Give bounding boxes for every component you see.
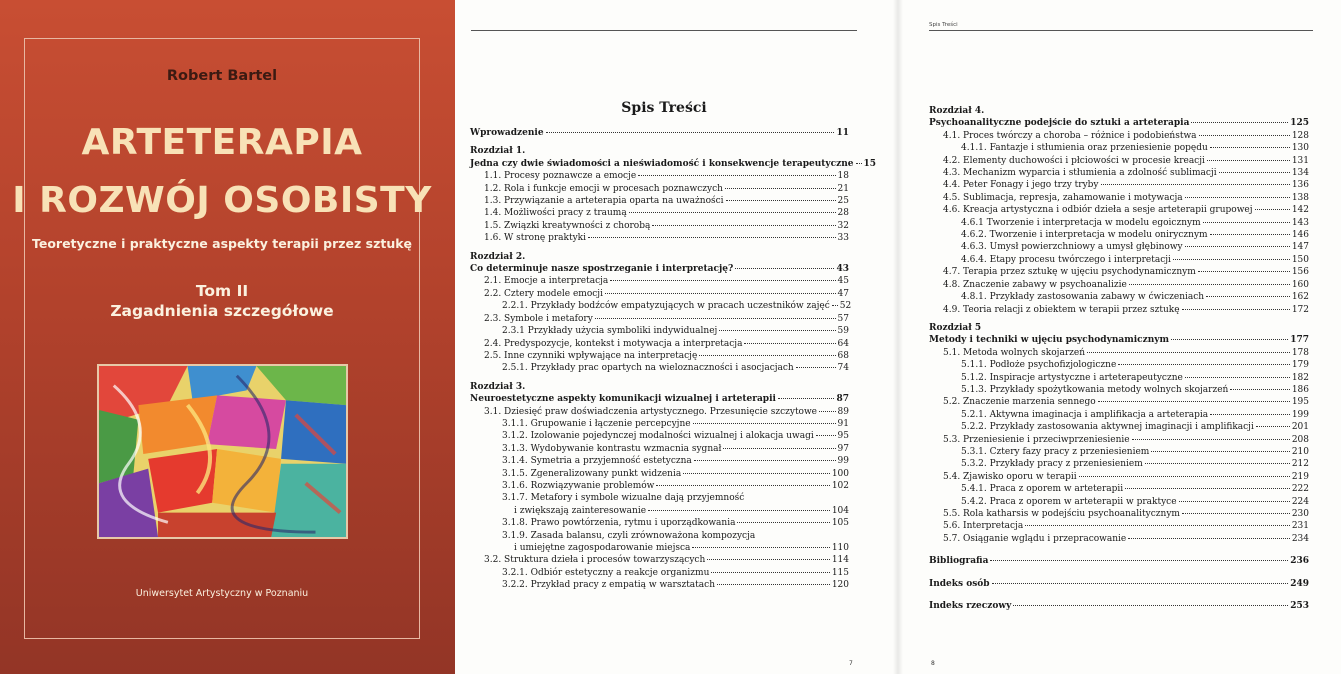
toc-entry: 4.2. Elementy duchowości i płciowości w procesie kreacji 131	[943, 155, 1309, 166]
toc-entry: 4.6.1 Tworzenie i interpretacja w modelu egoicznym 143	[961, 217, 1309, 228]
toc-entry: 2.4. Predyspozycje, kontekst i motywacja a interpretacja 64	[484, 338, 849, 349]
book-gutter	[893, 0, 903, 674]
toc-entry: 5.1.3. Przykłady spożytkowania metody wolnych skojarzeń 186	[961, 384, 1309, 395]
toc-entry: 4.8.1. Przykłady zastosowania zabawy w ćwiczeniach 162	[961, 292, 1309, 303]
toc-entry: 5.3.1. Cztery fazy pracy z przeniesieniem 210	[961, 446, 1309, 457]
page-number: 8	[931, 660, 935, 667]
cover-title-line2: I ROZWÓJ OSOBISTY	[12, 180, 432, 221]
chapter-label: Rozdział 1.	[470, 146, 526, 157]
toc-entry: 1.5. Związki kreatywności z chorobą 32	[484, 220, 849, 231]
header-rule	[929, 30, 1313, 31]
toc-entry: 1.6. W stronę praktyki 33	[484, 233, 849, 244]
toc-left-column	[470, 127, 877, 592]
chapter-title: Metody i techniki w ujęciu psychodynamicznym 177	[929, 335, 1309, 346]
toc-entry-line: 3.1.9. Zasada balansu, czyli zrównoważona kompozycja	[502, 530, 756, 541]
page-8	[897, 0, 1341, 674]
toc-entry-line: 3.1.7. Metafory i symbole wizualne dają przyjemność	[502, 493, 745, 504]
toc-entry: 5.2.1. Aktywna imaginacja i amplifikacja a arteterapia 199	[961, 409, 1309, 420]
toc-entry: 3.1.1. Grupowanie i łączenie percepcyjne 91	[502, 418, 849, 429]
toc-entry: 2.1. Emocje a interpretacja 45	[484, 276, 849, 287]
toc-entry: 5.4.1. Praca z oporem w arteterapii 222	[961, 484, 1309, 495]
toc-entry: 5.5. Rola katharsis w podejściu psychoanalitycznym 230	[943, 509, 1309, 519]
chapter-label: Rozdział 5	[929, 322, 982, 333]
toc-entry-index-persons: Indeks osób 249	[929, 578, 1309, 589]
cover-volume: Tom II	[195, 282, 249, 300]
toc-entry: 2.2. Cztery modele emocji 47	[484, 288, 849, 299]
chapter-title: Co determinuje nasze spostrzeganie i interpretację? 43	[470, 264, 849, 275]
toc-entry: 4.1.1. Fantazje i stłumienia oraz przeniesienie popędu 130	[961, 143, 1309, 154]
page-number: 7	[849, 660, 853, 667]
toc-entry: 5.1. Metoda wolnych skojarzeń 178	[943, 347, 1309, 358]
cover-painting	[97, 364, 348, 539]
toc-entry: 4.1. Proces twórczy a choroba – różnice i podobieństwa 128	[943, 130, 1309, 141]
toc-entry: 5.2.2. Przykłady zastosowania aktywnej imaginacji i amplifikacji 201	[961, 422, 1309, 433]
toc-entry: 3.2. Struktura dzieła i procesów towarzyszących 114	[484, 555, 849, 566]
toc-entry: 5.4.2. Praca z oporem w arteterapii w praktyce 224	[961, 496, 1309, 507]
toc-entry: 3.1.8. Prawo powtórzenia, rytmu i uporządkowania 105	[502, 518, 849, 529]
toc-entry: 4.5. Sublimacja, represja, zahamowanie i motywacja 138	[943, 192, 1309, 203]
toc-entry: 2.3. Symbole i metafory 57	[484, 313, 849, 324]
toc-entry: 4.8. Znaczenie zabawy w psychoanalizie 160	[943, 279, 1309, 290]
toc-entry: 5.4. Zjawisko oporu w terapii 219	[943, 471, 1309, 482]
book-cover	[0, 0, 455, 674]
toc-entry: 3.2.2. Przykład pracy z empatią w warsztatach 120	[502, 580, 849, 591]
toc-entry: Wprowadzenie 11	[470, 128, 849, 138]
header-rule	[471, 30, 857, 31]
toc-entry: 5.7. Osiąganie wglądu i przepracowanie 234	[943, 533, 1309, 544]
toc-entry: 1.2. Rola i funkcje emocji w procesach poznawczych 21	[484, 183, 849, 194]
toc-entry: 4.6.2. Tworzenie i interpretacja w modelu onirycznym 146	[961, 230, 1309, 241]
chapter-title: Neuroestetyczne aspekty komunikacji wizualnej i arteterapii 87	[470, 394, 849, 405]
chapter-label: Rozdział 3.	[470, 381, 526, 392]
cover-publisher: Uniwersytet Artystyczny w Poznaniu	[135, 588, 309, 599]
chapter-label: Rozdział 2.	[470, 251, 526, 262]
toc-entry: 3.2.1. Odbiór estetyczny a reakcje organizmu 115	[502, 567, 849, 578]
toc-entry: 5.2. Znaczenie marzenia sennego 195	[943, 397, 1309, 408]
running-head: Spis Treści	[929, 22, 958, 28]
toc-entry: 1.3. Przywiązanie a arteterapia oparta na uważności 25	[484, 196, 849, 207]
toc-entry: 4.9. Teoria relacji z obiektem w terapii przez sztukę 172	[943, 304, 1309, 315]
toc-entry: 3.1.4. Symetria a przyjemność estetyczna 99	[502, 456, 849, 467]
toc-entry: 2.5.1. Przykłady prac opartych na wieloznaczności i asocjacjach 74	[502, 363, 849, 374]
toc-entry: 4.4. Peter Fonagy i jego trzy tryby 136	[943, 180, 1309, 191]
toc-entry: 1.4. Możliwości pracy z traumą 28	[484, 208, 849, 219]
toc-entry-index-subjects: Indeks rzeczowy 253	[929, 601, 1309, 612]
cover-author: Robert Bartel	[166, 68, 278, 84]
toc-entry: 5.3. Przeniesienie i przeciwprzeniesienie 208	[943, 434, 1309, 445]
toc-entry: 2.3.1 Przykłady użycia symboliki indywidualnej 59	[502, 326, 849, 337]
toc-entry-bibliography: Bibliografia 236	[929, 556, 1309, 567]
toc-entry: 5.3.2. Przykłady pracy z przeniesieniem 212	[961, 459, 1309, 470]
chapter-title: Jedna czy dwie świadomości a nieświadomość i konsekwencje terapeutyczne 15	[470, 158, 877, 169]
toc-entry: 3.1. Dziesięć praw doświadczenia artystycznego. Przesunięcie szczytowe 89	[484, 406, 849, 417]
cover-title-line1: ARTETERAPIA	[81, 122, 363, 163]
toc-entry: 5.1.2. Inspiracje artystyczne i arteterapeutyczne 182	[961, 372, 1309, 383]
toc-entry: 3.1.6. Rozwiązywanie problemów 102	[502, 480, 849, 491]
toc-entry: 5.6. Interpretacja 231	[943, 521, 1309, 532]
page-7	[455, 0, 897, 674]
toc-entry: i umiejętne zagospodarowanie miejsca 110	[514, 543, 849, 553]
toc-entry: 1.1. Procesy poznawcze a emocje 18	[484, 171, 849, 182]
chapter-label: Rozdział 4.	[929, 106, 985, 116]
toc-entry: 2.2.1. Przykłady bodźców empatyzujących w pracach uczestników zajęć 52	[502, 301, 852, 312]
toc-entry: 4.6.4. Etapy procesu twórczego i interpretacji 150	[961, 254, 1309, 265]
toc-entry: 2.5. Inne czynniki wpływające na interpretację 68	[484, 350, 849, 361]
toc-entry: 4.6.3. Umysł powierzchniowy a umysł głębinowy 147	[961, 242, 1309, 253]
chapter-title: Psychoanalityczne podejście do sztuki a arteterapia 125	[929, 118, 1309, 129]
toc-entry: 4.3. Mechanizm wyparcia i stłumienia a zdolność sublimacji 134	[943, 168, 1309, 179]
cover-subtitle: Teoretyczne i praktyczne aspekty terapii przez sztukę	[31, 236, 413, 251]
toc-entry: 4.6. Kreacja artystyczna i odbiór dzieła a sesje arteterapii grupowej 142	[943, 205, 1309, 216]
toc-entry: 3.1.2. Izolowanie pojedynczej modalności wizualnej i alokacja uwagi 95	[502, 431, 849, 442]
toc-entry: i zwiększają zainteresowanie 104	[514, 505, 849, 516]
toc-entry: 3.1.3. Wydobywanie kontrastu wzmacnia sygnał 97	[502, 443, 849, 454]
toc-entry: 4.7. Terapia przez sztukę w ujęciu psychodynamicznym 156	[943, 267, 1309, 278]
toc-entry: 3.1.5. Zgeneralizowany punkt widzenia 100	[502, 468, 849, 479]
cover-volume-title: Zagadnienia szczegółowe	[110, 302, 334, 320]
toc-right-column	[929, 105, 1309, 612]
toc-heading: Spis Treści	[621, 100, 707, 116]
toc-entry: 5.1.1. Podłoże psychofizjologiczne 179	[961, 360, 1309, 371]
